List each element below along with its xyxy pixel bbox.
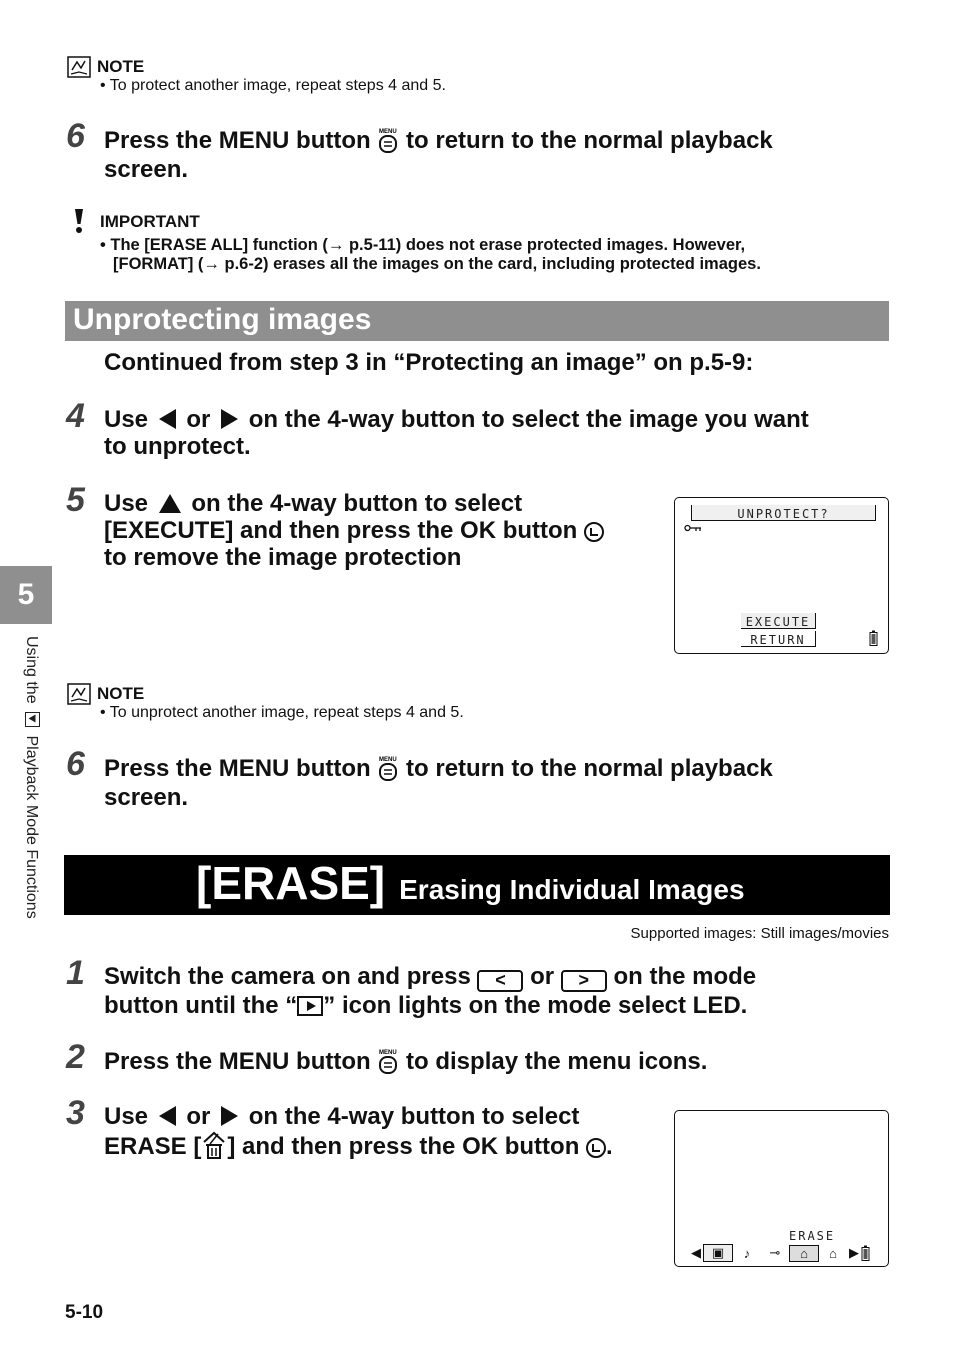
ok-button-icon [584, 522, 604, 542]
playback-mode-icon [25, 712, 40, 727]
important-heading: IMPORTANT [100, 212, 200, 231]
scroll-right-icon[interactable]: ▶ [849, 1245, 859, 1260]
playback-icon [297, 996, 323, 1016]
page-number: 5-10 [65, 1302, 104, 1323]
mode-right-button-icon: > [561, 970, 607, 992]
lcd-title-bar [691, 505, 876, 521]
erase-all-icon[interactable]: ⌂ [829, 1245, 837, 1261]
scroll-left-icon[interactable]: ◀ [691, 1245, 701, 1260]
erase-title-large: [ERASE] [196, 857, 386, 909]
note-text: • To unprotect another image, repeat steps 4 and 5. [100, 704, 464, 721]
step-number: 6 [66, 117, 85, 155]
step-number: 1 [66, 954, 85, 992]
section-heading: Unprotecting images [65, 301, 889, 341]
chapter-tab: 5 [0, 566, 52, 624]
lcd-menu-icon-strip [689, 1244, 879, 1262]
lcd-erase-label: ERASE [789, 1229, 836, 1243]
note-heading: NOTE [67, 56, 144, 78]
battery-icon [861, 1245, 870, 1261]
step-number: 5 [66, 481, 85, 519]
right-arrow-icon [221, 409, 238, 429]
menu-button-icon [377, 1047, 399, 1077]
lcd-execute-option[interactable]: EXECUTE [741, 613, 816, 629]
step-text: Press the MENU button MENU to return to the normal playback screen. [104, 127, 773, 183]
left-arrow-icon [159, 409, 176, 429]
lcd-screen-unprotect [674, 497, 889, 654]
erase-trash-icon [201, 1130, 227, 1160]
lcd-screen-erase-menu [674, 1110, 889, 1267]
menu-button-icon [377, 754, 399, 784]
erase-title-small: Erasing Individual Images [399, 874, 745, 905]
supported-images-note: Supported images: Still images/movies [630, 925, 889, 942]
important-line-2: [FORMAT] (→ p.6-2) erases all the images on the card, including protected images. [113, 255, 761, 273]
important-icon [72, 208, 86, 234]
step-text: Switch the camera on and press < or > on the mode button until the “ ” icon lights on the mode select LED. [104, 963, 757, 1019]
step-text: Use or on the 4-way button to select ERASE [ ] and then press the OK button . [104, 1103, 613, 1160]
up-arrow-icon [159, 494, 181, 513]
lcd-title: UNPROTECT? [737, 507, 830, 521]
svg-text:MENU: MENU [379, 757, 398, 763]
note-icon [67, 56, 91, 78]
step-number: 4 [66, 397, 85, 435]
right-arrow-icon [221, 1106, 238, 1126]
svg-text:MENU: MENU [379, 1050, 398, 1056]
left-arrow-icon [159, 1106, 176, 1126]
battery-icon [869, 630, 878, 646]
step-text: Press the MENU button MENU to display the menu icons. [104, 1048, 708, 1075]
svg-text:MENU: MENU [379, 129, 398, 135]
voice-memo-icon[interactable]: ♪ [743, 1245, 751, 1261]
step-number: 3 [66, 1094, 85, 1132]
step-text: Use on the 4-way button to select [EXECUTE] and then press the OK button to remove the image protection [104, 490, 664, 571]
step-text: Press the MENU button MENU to return to the normal playback screen. [104, 755, 773, 811]
chapter-side-label: Using the Playback Mode Functions [23, 636, 40, 919]
section-subtitle: Continued from step 3 in “Protecting an image” on p.5-9: [104, 349, 754, 376]
step-number: 6 [66, 745, 85, 783]
step-number: 2 [66, 1038, 85, 1076]
note-heading: NOTE [67, 683, 144, 705]
protect-icon[interactable]: ⊸ [769, 1245, 781, 1260]
protect-key-icon [684, 524, 702, 532]
erase-icon[interactable]: ⌂ [789, 1245, 819, 1262]
important-line-1: • The [ERASE ALL] function (→ p.5-11) does not erase protected images. However, [100, 236, 746, 254]
step-text: Use or on the 4-way button to select the image you want to unprotect. [104, 406, 809, 460]
lcd-return-option[interactable]: RETURN [741, 631, 816, 647]
note-text: • To protect another image, repeat steps 4 and 5. [100, 77, 446, 94]
ok-button-icon [586, 1138, 606, 1158]
menu-button-icon [377, 126, 399, 156]
note-icon [67, 683, 91, 705]
index-icon[interactable]: ▣ [703, 1244, 733, 1262]
erase-section-heading [64, 855, 890, 915]
mode-left-button-icon: < [477, 970, 523, 992]
